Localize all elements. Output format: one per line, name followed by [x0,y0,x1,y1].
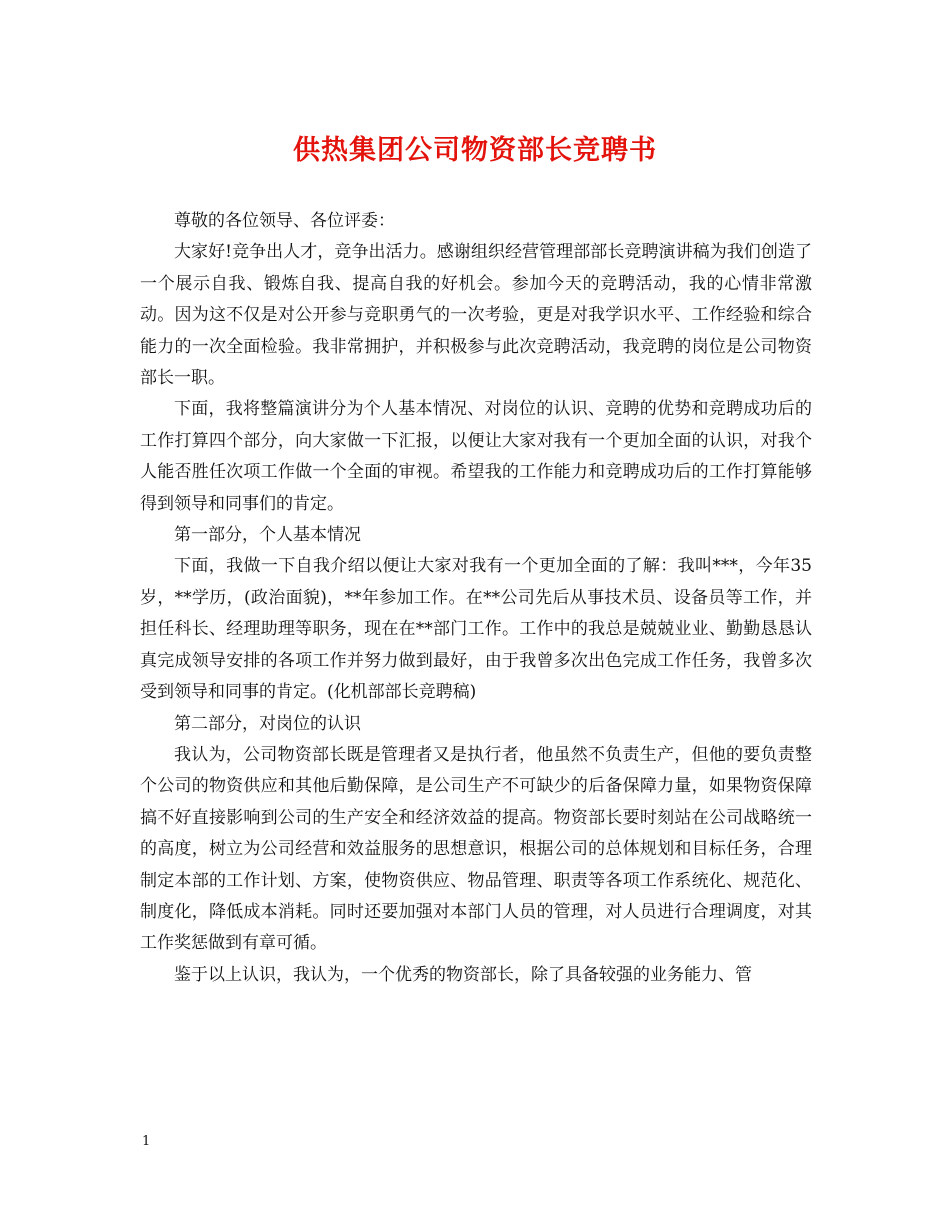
paragraph-position-understanding: 我认为，公司物资部长既是管理者又是执行者，他虽然不负责生产，但他的要负责整个公司的物资供应和其他后勤保障，是公司生产不可缺少的后备保障力量，如果物资保障搞不好直接影响到公司的生产安全和经济效益的提高。物资部长要时刻站在公司战略统一的高度，树立为公司经营和效益服务的思想意识，根据公司的总体规划和目标任务，合理制定本部的工作计划、方案，使物资供应、物品管理、职责等各项工作系统化、规范化、制度化，降低成本消耗。同时还要加强对本部门人员的管理，对人员进行合理调度，对其工作奖惩做到有章可循。 [140,744,812,954]
paragraph-opening: 大家好!竞争出人才，竞争出活力。感谢组织经营管理部部长竞聘演讲稿为我们创造了一个展示自我、锻炼自我、提高自我的好机会。参加今天的竞聘活动，我的心情非常激动。因为这不仅是对公开参与竞职勇气的一次考验，更是对我学识水平、工作经验和综合能力的一次全面检验。我非常拥护，并积极参与此次竞聘活动，我竞聘的岗位是公司物资部长一职。 [140,242,812,389]
paragraph-outline: 下面，我将整篇演讲分为个人基本情况、对岗位的认识、竞聘的优势和竞聘成功后的工作打算四个部分，向大家做一下汇报，以便让大家对我有一个更加全面的认识，对我个人能否胜任次项工作做一个全面的审视。希望我的工作能力和竞聘成功后的工作打算能够得到领导和同事们的肯定。 [140,399,812,514]
paragraph-continuation: 鉴于以上认识，我认为，一个优秀的物资部长，除了具备较强的业务能力、管 [174,964,752,985]
section-heading-part-one: 第一部分，个人基本情况 [174,525,361,546]
document-body [140,206,812,991]
page-number: 1 [142,1134,151,1149]
document-title: 供热集团公司物资部长竞聘书 [293,135,657,166]
section-heading-part-two: 第二部分，对岗位的认识 [174,713,361,734]
paragraph-salutation: 尊敬的各位领导、各位评委： [174,211,395,231]
paragraph-self-introduction: 下面，我做一下自我介绍以便让大家对我有一个更加全面的了解：我叫***，今年35岁，**学历，(政治面貌)，**年参加工作。在**公司先后从事技术员、设备员等工作，并担任科长、经理助理等职务，现在在**部门工作。工作中的我总是兢兢业业、勤勤恳恳认真完成领导安排的各项工作并努力做到最好，由于我曾多次出色完成工作任务，我曾多次受到领导和同事的肯定。(化机部部长竞聘稿) [140,556,812,703]
